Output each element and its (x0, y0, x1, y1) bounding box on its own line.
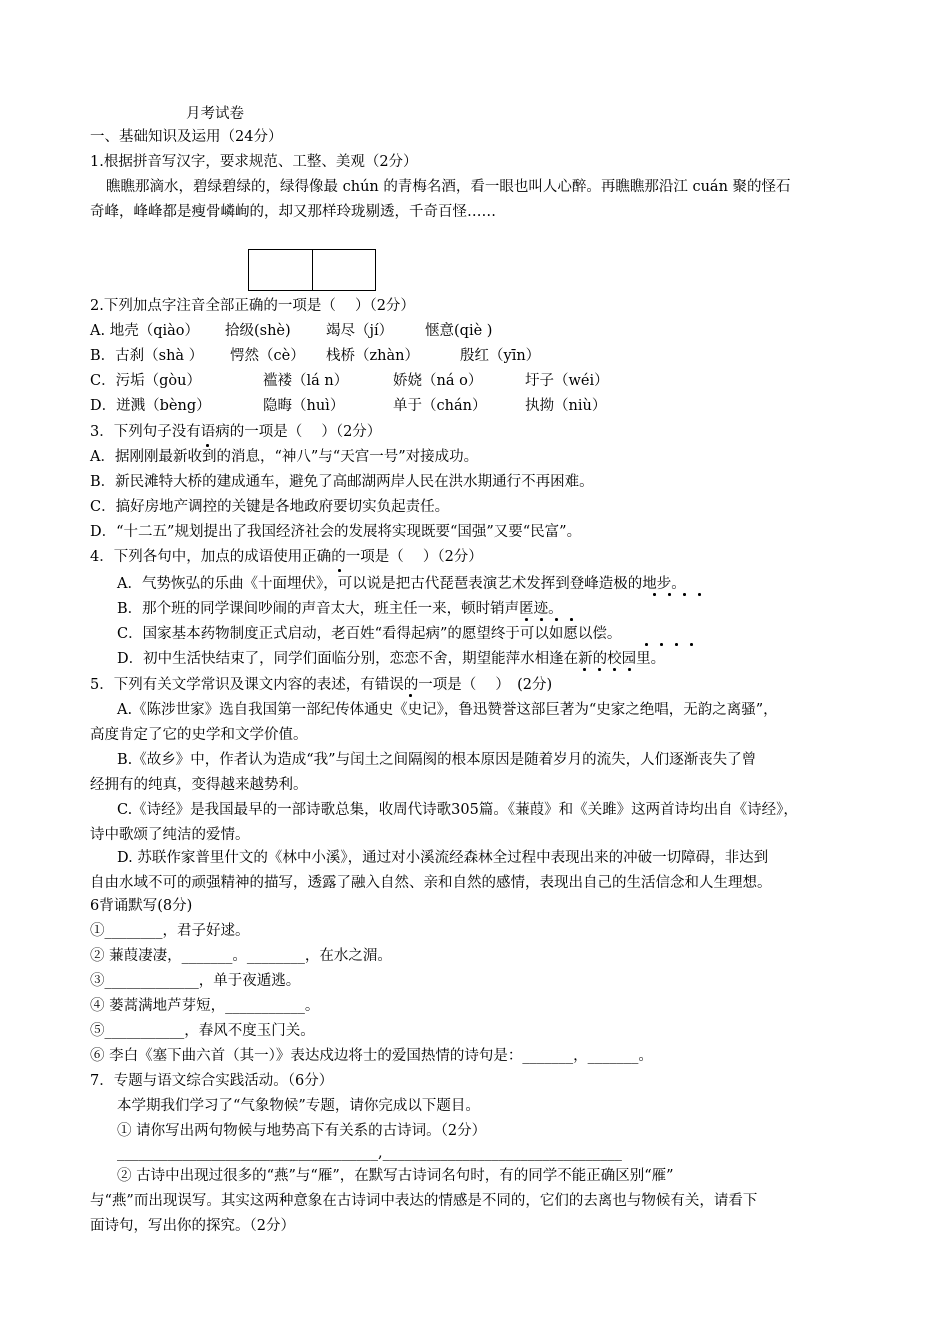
q5-option-b-line2: 经拥有的纯真，变得越来越势利。 (90, 777, 308, 793)
q4-stem: 4．下列各句中，加点的成语使用正确的一项是（ ）（2分） (90, 549, 483, 565)
q3-option-b: B．新民滩特大桥的建成通车，避免了高邮湖两岸人民在洪水期通行不再困难。 (90, 474, 594, 490)
q2-option-b-4: 殷红（yīn） (460, 348, 541, 364)
emphasis-dot (675, 643, 678, 646)
q3-stem: 3．下列句子没有语病的一项是（ ）（2分） (90, 424, 382, 440)
answer-box-2[interactable] (312, 250, 376, 290)
q7-sub1: ① 请你写出两句物候与地势高下有关系的古诗词。（2分） (117, 1123, 487, 1139)
emphasis-dot (690, 643, 693, 646)
q6-blank-2[interactable]: ② 蒹葭凄凄，_______。________，在水之湄。 (90, 948, 392, 964)
q2-option-d-1: D．迸溅（bèng） (90, 398, 211, 414)
emphasis-dot (683, 593, 686, 596)
q4-option-c: C．国家基本药物制度正式启动，老百姓“看得起病”的愿望终于可以如愿以偿。 (117, 626, 622, 642)
q2-option-a-4: 惬意(qiè ) (425, 323, 493, 339)
emphasis-dot (555, 618, 558, 621)
q1-answer-boxes[interactable] (248, 249, 376, 291)
q6-blank-5[interactable]: ⑤___________，春风不度玉门关。 (90, 1023, 315, 1039)
q7-sub2-line2: 与“燕”而出现误写。其实这两种意象在古诗词中表达的情感是不同的，它们的去离也与物候有关，请看下 (90, 1193, 758, 1209)
q2-option-a-2: 拾级(shè) (225, 323, 291, 339)
q6-blank-3[interactable]: ③_____________，单于夜遁逃。 (90, 973, 301, 989)
q2-option-c-1: C．污垢（gòu） (90, 373, 201, 389)
q1-stem: 1.根据拼音写汉字，要求规范、工整、美观（2分） (90, 154, 418, 170)
emphasis-dot (668, 593, 671, 596)
q2-option-c-4: 圩子（wéi） (525, 373, 609, 389)
q2-option-d-3: 单于（chán） (393, 398, 487, 414)
q4-option-a: A．气势恢弘的乐曲《十面埋伏》，可以说是把古代琵琶表演艺术发挥到登峰造极的地步。 (117, 576, 686, 592)
emphasis-dot (540, 618, 543, 621)
q3-option-c: C．搞好房地产调控的关键是各地政府要切实负起责任。 (90, 499, 450, 515)
q2-option-a-3: 竭尽（jí） (326, 323, 394, 339)
q2-option-b-1: B．古刹（shà ） (90, 348, 204, 364)
q4-option-b: B．那个班的同学课间吵闹的声音太大，班主任一来，顿时销声匿迹。 (117, 601, 563, 617)
emphasis-dot (628, 668, 631, 671)
q7-sub2-line3: 面诗句，写出你的探究。（2分） (90, 1218, 295, 1234)
q2-option-c-3: 娇娆（ná o） (393, 373, 483, 389)
q6-blank-1[interactable]: ①________，君子好逑。 (90, 923, 250, 939)
emphasis-dot (338, 569, 341, 572)
q5-option-b-line1: B.《故乡》中，作者认为造成“我”与闰土之间隔阂的根本原因是随着岁月的流失，人们逐渐丧失了曾 (117, 752, 757, 768)
q5-option-d-line2: 自由水域不可的顽强精神的描写，透露了融入自然、亲和自然的感情，表现出自己的生活信念和人生理想。 (90, 875, 772, 891)
emphasis-dot (570, 618, 573, 621)
answer-box-1[interactable] (249, 250, 312, 290)
q2-option-d-4: 执拗（niù） (525, 398, 607, 414)
q1-passage-line2: 奇峰，峰峰都是瘦骨嶙峋的，却又那样玲珑剔透，千奇百怪…… (90, 204, 496, 220)
q3-option-d: D．“十二五”规划提出了我国经济社会的发展将实现既要“国强”又要“民富”。 (90, 524, 582, 540)
q2-option-c-2: 褴褛（lá n） (263, 373, 349, 389)
q4-option-d: D．初中生活快结束了，同学们面临分别，恋恋不舍，期望能萍水相逢在新的校园里。 (117, 651, 666, 667)
emphasis-dot (598, 668, 601, 671)
q5-option-c-line1: C.《诗经》是我国最早的一部诗歌总集，收周代诗歌305篇。《蒹葭》和《关雎》这两首诗均出自《诗经》， (117, 802, 798, 818)
page-title: 月考试卷 (186, 106, 244, 122)
q2-option-a-1: A. 地壳（qiào） (90, 323, 199, 339)
q5-option-d-line1: D. 苏联作家普里什文的《林中小溪》，通过对小溪流经森林全过程中表现出来的冲破一切障碍，非达到 (117, 850, 769, 866)
emphasis-dot (583, 668, 586, 671)
emphasis-dot (645, 643, 648, 646)
q2-option-b-2: 愕然（cè） (230, 348, 305, 364)
emphasis-dot (206, 444, 209, 447)
q7-stem: 7．专题与语文综合实践活动。（6分） (90, 1073, 334, 1089)
emphasis-dot (698, 593, 701, 596)
q5-option-c-line2: 诗中歌颂了纯洁的爱情。 (90, 827, 250, 843)
section-heading: 一、基础知识及运用（24分） (90, 129, 283, 145)
q3-option-a: A．据刚刚最新收到的消息，“神八”与“天宫一号”对接成功。 (90, 449, 479, 465)
emphasis-dot (613, 668, 616, 671)
emphasis-dot (653, 593, 656, 596)
q2-stem: 2.下列加点字注音全部正确的一项是（ ）（2分） (90, 298, 415, 314)
q5-option-a-line1: A.《陈涉世家》选自我国第一部纪传体通史《史记》，鲁迅赞誉这部巨著为“史家之绝唱，无韵之离骚”， (117, 702, 778, 718)
q2-option-b-3: 栈桥（zhàn） (326, 348, 419, 364)
q6-stem: 6背诵默写(8分) (90, 898, 193, 914)
emphasis-dot (660, 643, 663, 646)
q6-blank-6[interactable]: ⑥ 李白《塞下曲六首（其一）》表达戍边将士的爱国热情的诗句是：_______，_______。 (90, 1048, 653, 1064)
q7-sub2-line1: ② 古诗中出现过很多的“燕”与“雁”，在默写古诗词名句时，有的同学不能正确区别“雁” (117, 1168, 674, 1184)
q1-passage-line1: 瞧瞧那滴水，碧绿碧绿的，绿得像最 chún 的青梅名酒，看一眼也叫人心醉。再瞧瞧那沿江 cuán 聚的怪石 (106, 179, 791, 195)
emphasis-dot (525, 618, 528, 621)
q5-stem: 5．下列有关文学常识及课文内容的表述，有错误的一项是（ ） (2分) (90, 677, 553, 693)
q7-intro: 本学期我们学习了“气象物候”专题，请你完成以下题目。 (117, 1098, 480, 1114)
q2-option-d-2: 隐晦（huì） (263, 398, 345, 414)
q5-option-a-line2: 高度肯定了它的史学和文学价值。 (90, 727, 308, 743)
q7-answer-line[interactable]: ____________________________________,_________________________________ (117, 1145, 622, 1161)
q6-blank-4[interactable]: ④ 蒌蒿满地芦芽短，___________。 (90, 998, 320, 1014)
